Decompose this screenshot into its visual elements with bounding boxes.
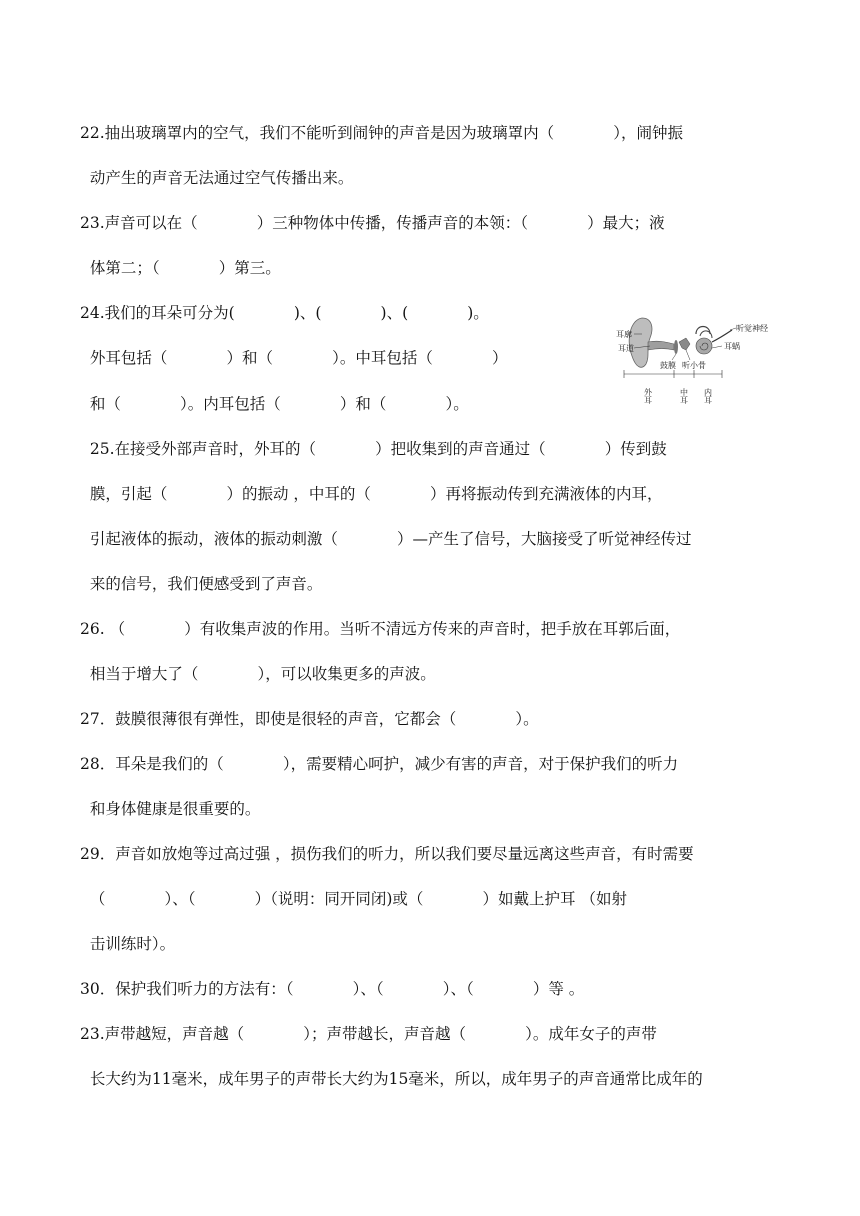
ossicles-shape <box>679 338 690 350</box>
question-24-line-2: 外耳包括（ ）和（ ）。中耳包括（ ） <box>80 349 508 367</box>
question-23b-line-2: 长大约为11毫米，成年男子的声带长大约为15毫米，所以，成年男子的声音通常比成年的 <box>80 1070 703 1088</box>
question-29-line-1: 29．声音如放炮等过高过强 ，损伤我们的听力，所以我们要尽量远离这些声音，有时需要 <box>80 845 694 863</box>
eardrum-shape <box>674 340 678 354</box>
question-28-line-1: 28．耳朵是我们的（ ），需要精心呵护，减少有害的声音，对于保护我们的听力 <box>80 755 679 773</box>
cochlea-shape <box>696 338 712 354</box>
question-27-line-1: 27．鼓膜很薄很有弹性，即使是很轻的声音，它都会（ ）。 <box>80 710 539 728</box>
question-24-line-1: 24.我们的耳朵可分为( )、( )、( )。 <box>80 304 489 322</box>
label-ear-canal: 耳道 <box>618 344 634 353</box>
question-25-line-4: 来的信号，我们便感受到了声音。 <box>80 575 323 593</box>
question-22-line-2: 动产生的声音无法通过空气传播出来。 <box>80 169 354 187</box>
ear-canal-shape <box>648 341 674 350</box>
question-25-line-3: 引起液体的振动，液体的振动刺激（ ）—产生了信号，大脑接受了听觉神经传过 <box>80 530 692 548</box>
question-25-line-1: 25.在接受外部声音时，外耳的（ ）把收集到的声音通过（ ）传到鼓 <box>80 440 667 458</box>
label-auricle: 耳廓 <box>616 330 632 339</box>
label-eardrum: 鼓膜 <box>660 361 676 370</box>
question-23-line-2: 体第二；（ ）第三。 <box>80 259 281 277</box>
question-23-line-1: 23.声音可以在（ ）三种物体中传播，传播声音的本领：（ ）最大；液 <box>80 214 665 232</box>
label-outer-ear: 外耳 <box>643 388 653 404</box>
label-cochlea: 耳蜗 <box>724 342 740 351</box>
question-25-line-2: 膜，引起（ ）的振动 ，中耳的（ ）再将振动传到充满液体的内耳， <box>80 485 663 503</box>
question-24-line-3: 和（ ）。内耳包括（ ）和（ ）。 <box>80 395 469 413</box>
label-ossicles: 听小骨 <box>682 361 706 370</box>
label-auditory-nerve: 听觉神经 <box>736 324 768 333</box>
question-28-line-2: 和身体健康是很重要的。 <box>80 800 261 818</box>
question-29-line-3: 击训练时）。 <box>80 935 176 953</box>
question-29-line-2: （ ）、（ ）（说明：同开同闭)或（ ）如戴上护耳 （如射 <box>80 890 627 908</box>
question-22-line-1: 22.抽出玻璃罩内的空气，我们不能听到闹钟的声音是因为玻璃罩内（ ），闹钟振 <box>80 124 684 142</box>
question-23b-line-1: 23.声带越短，声音越（ ）；声带越长，声音越（ ）。成年女子的声带 <box>80 1025 657 1043</box>
question-30-line-1: 30．保护我们听力的方法有：（ ）、（ ）、（ ）等 。 <box>80 980 585 998</box>
label-inner-ear: 内耳 <box>703 388 713 404</box>
question-26-line-2: 相当于增大了（ ），可以收集更多的声波。 <box>80 665 436 683</box>
question-26-line-1: 26. （ ）有收集声波的作用。当听不清远方传来的声音时，把手放在耳郭后面， <box>80 620 681 638</box>
label-middle-ear: 中耳 <box>679 388 689 404</box>
ear-diagram <box>612 308 790 404</box>
